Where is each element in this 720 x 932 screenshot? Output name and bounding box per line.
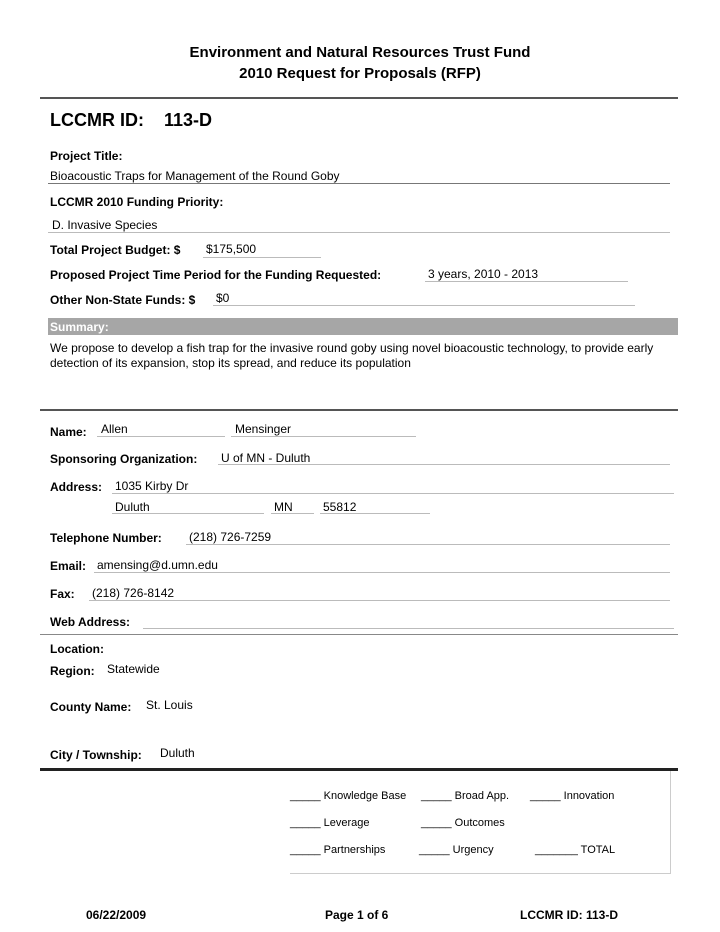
other-funds-value: $0 (216, 291, 230, 305)
city-township-label: City / Township: (50, 748, 142, 762)
footer-id: LCCMR ID: 113-D (520, 908, 619, 922)
funding-priority-underline (48, 232, 670, 233)
time-period-label: Proposed Project Time Period for the Funding Requested: (50, 268, 382, 282)
name-label: Name: (50, 425, 87, 439)
zip-underline (320, 513, 430, 514)
funding-priority-label: LCCMR 2010 Funding Priority: (50, 195, 224, 209)
lccmr-id-heading (50, 110, 212, 131)
document-subtitle: 2010 Request for Proposals (RFP) (239, 65, 481, 82)
score-knowledge-base: _____ Knowledge Base (290, 790, 407, 802)
region-value: Statewide (107, 662, 160, 676)
last-name-underline (231, 436, 416, 437)
summary-label: Summary: (50, 320, 109, 334)
web-address-label: Web Address: (50, 615, 131, 629)
summary-bar (48, 318, 678, 335)
fax-label: Fax: (50, 587, 75, 601)
sponsoring-org-underline (218, 464, 670, 465)
document-title: Environment and Natural Resources Trust Fund (189, 44, 531, 61)
lccmr-id-label: LCCMR ID: (50, 110, 144, 130)
sponsoring-org-label: Sponsoring Organization: (50, 452, 198, 466)
time-period-underline (425, 281, 628, 282)
fax-value: (218) 726-8142 (92, 586, 175, 600)
score-partnerships: _____ Partnerships (290, 844, 386, 856)
project-title-label: Project Title: (50, 149, 123, 163)
other-funds-label: Other Non-State Funds: $ (50, 293, 196, 307)
last-name-value: Mensinger (235, 422, 292, 436)
first-name-underline (97, 436, 225, 437)
street-underline (112, 493, 674, 494)
project-title-underline (48, 183, 670, 184)
city-underline (112, 513, 264, 514)
zip-value: 55812 (323, 500, 357, 514)
county-value: St. Louis (146, 698, 193, 712)
first-name-value: Allen (101, 422, 128, 436)
time-period-value: 3 years, 2010 - 2013 (428, 267, 539, 281)
contact-divider (40, 634, 678, 635)
score-broad-app: _____ Broad App. (421, 790, 510, 802)
state-value: MN (274, 500, 293, 514)
fax-underline (89, 600, 670, 601)
telephone-underline (186, 544, 670, 545)
footer-page: Page 1 of 6 (325, 908, 389, 922)
address-label: Address: (50, 480, 103, 494)
budget-label: Total Project Budget: $ (50, 243, 181, 257)
email-underline (94, 572, 670, 573)
score-innovation: _____ Innovation (530, 790, 615, 802)
sponsoring-org-value: U of MN - Duluth (221, 451, 311, 465)
score-urgency: _____ Urgency (419, 844, 494, 856)
budget-underline (203, 257, 321, 258)
state-underline (271, 513, 314, 514)
other-funds-underline (213, 305, 635, 306)
footer-date: 06/22/2009 (86, 908, 147, 922)
lccmr-id-value: 113-D (164, 110, 213, 130)
summary-text: We propose to develop a fish trap for the invasive round goby using novel bioacoustic technology, to provide early detection of its expansion, stop its spread, and reduce its population (50, 341, 654, 370)
region-label: Region: (50, 664, 95, 678)
email-label: Email: (50, 559, 87, 573)
project-title-value: Bioacoustic Traps for Management of the Round Goby (50, 169, 340, 183)
email-value: amensing@d.umn.edu (97, 558, 218, 572)
score-leverage: _____ Leverage (290, 817, 370, 829)
web-address-underline (143, 628, 674, 629)
street-value: 1035 Kirby Dr (115, 479, 189, 493)
location-label: Location: (50, 642, 104, 656)
score-outcomes: _____ Outcomes (421, 817, 505, 829)
budget-value: $175,500 (206, 242, 257, 256)
telephone-label: Telephone Number: (50, 531, 162, 545)
county-label: County Name: (50, 700, 132, 714)
funding-priority-value: D. Invasive Species (52, 218, 158, 232)
score-total: _______ TOTAL (535, 844, 616, 856)
summary-divider (40, 409, 678, 411)
header-divider (40, 97, 678, 99)
city-value: Duluth (115, 500, 150, 514)
telephone-value: (218) 726-7259 (189, 530, 272, 544)
city-township-value: Duluth (160, 746, 195, 760)
